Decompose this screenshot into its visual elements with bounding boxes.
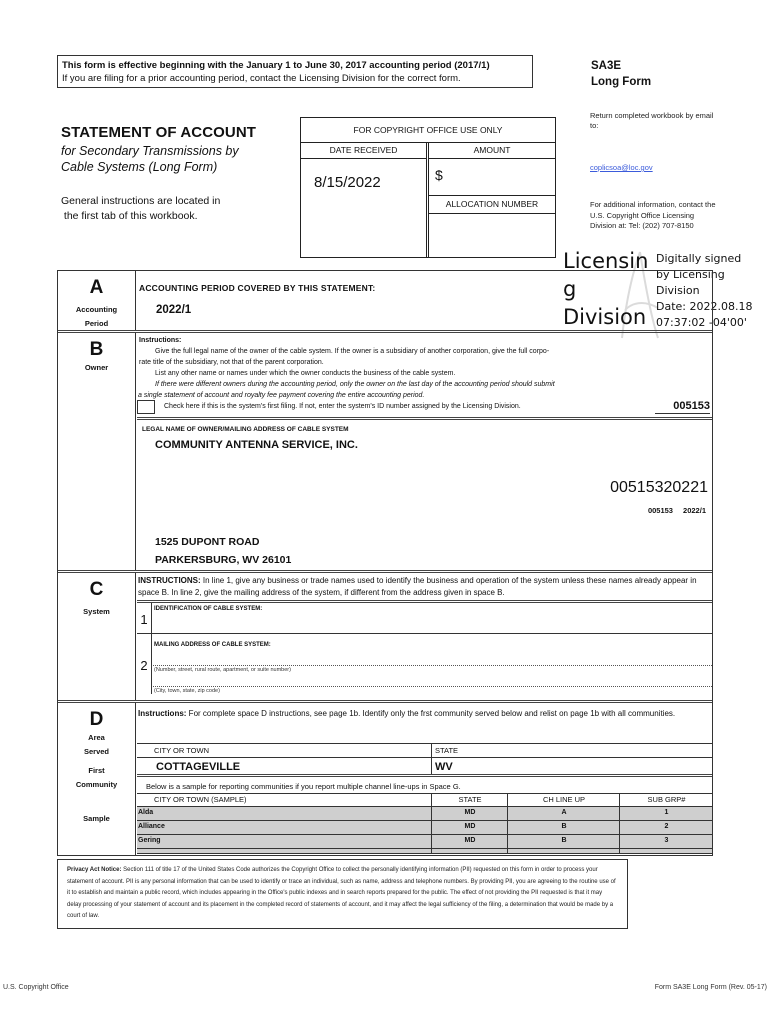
general-instructions-line-2: the first tab of this workbook. <box>61 209 198 222</box>
id-period: 005153 2022/1 <box>647 506 706 515</box>
notice-line-1: This form is effective beginning with the January 1 to June 30, 2017 accounting period (2017/1) <box>62 60 490 71</box>
sample-lineup: B <box>509 835 620 848</box>
sample-row <box>137 834 712 848</box>
notice-line-2: If you are filing for a prior accounting period, contact the Licensing Division for the correct form. <box>62 73 461 84</box>
section-b <box>58 333 712 573</box>
sample-header-row <box>137 794 712 806</box>
instruction-line: If there were different owners during the accounting period, only the owner on the last day of the accounting period should submit <box>155 381 555 388</box>
divider <box>137 417 712 420</box>
mailing-address-label: MAILING ADDRESS OF CABLE SYSTEM: <box>154 642 271 648</box>
sample-note: Below is a sample for reporting communities if you report multiple channel line-ups in Space G. <box>146 782 461 791</box>
form-code: SA3E <box>591 60 622 72</box>
sample-state-header: STATE <box>433 794 508 806</box>
instruction-line: rate title of the subsidiary, not that of the parent corporation. <box>139 359 324 366</box>
statement-form <box>57 270 713 856</box>
amount-field[interactable]: $ <box>429 159 555 196</box>
sample-subgrp: 3 <box>664 837 669 844</box>
section-d-label-column <box>58 703 136 855</box>
city-header: CITY OR TOWN <box>137 744 432 757</box>
section-b-label: Owner <box>84 363 109 372</box>
signature-time: 07:37:02 -04'00' <box>656 316 747 329</box>
line-number-1: 1 <box>137 603 152 633</box>
sample-subgrp: 2 <box>664 823 669 830</box>
barcode-id: 00515320221 <box>610 479 708 496</box>
section-d-label-first: First <box>88 766 105 775</box>
page-subtitle <box>61 143 291 175</box>
sample-state: MD <box>433 807 508 820</box>
privacy-title: Privacy Act Notice: <box>67 867 122 873</box>
identification-label: IDENTIFICATION OF CABLE SYSTEM: <box>154 606 263 612</box>
signature-date: Date: 2022.08.18 <box>656 300 753 313</box>
allocation-number-label: ALLOCATION NUMBER <box>429 196 555 214</box>
sample-state: MD <box>433 835 508 848</box>
section-b-instructions <box>139 335 709 401</box>
general-instructions-note <box>61 194 301 223</box>
city-field[interactable] <box>153 686 712 687</box>
sample-row <box>137 806 712 820</box>
community-value-row <box>137 757 712 777</box>
state-header: STATE <box>435 746 459 755</box>
section-d-instructions <box>138 705 713 723</box>
general-instructions-line-1: General instructions are located in <box>61 195 221 207</box>
date-received-column <box>301 143 429 257</box>
form-id <box>591 58 651 90</box>
section-c-instructions-text: In line 1, give any business or trade names used to identify the business and operation of the system unless these names already appear in space B. In line 2, give the mailing address of the system, if different from the address given in space B. <box>138 576 697 597</box>
return-instructions: Return completed workbook by email to: <box>590 111 714 130</box>
accounting-period-value[interactable]: 2022/1 <box>156 304 192 316</box>
section-a-label-2: Period <box>84 319 109 328</box>
section-b-label-column <box>58 333 136 570</box>
subtitle-line-1: for Secondary Transmissions by <box>61 144 239 158</box>
sample-row-empty <box>137 848 712 854</box>
section-d-label-served: Served <box>83 747 110 756</box>
date-received-value[interactable]: 8/15/2022 <box>314 174 381 191</box>
instruction-line: Give the full legal name of the owner of the cable system. If the owner is a subsidiary of another corporation, give the full corpo- <box>155 348 550 355</box>
first-filing-label: Check here if this is the system's first filing. If not, enter the system's ID number assigned by the Licensing Division. <box>164 403 521 410</box>
section-c-instructions <box>138 575 713 599</box>
street-field[interactable] <box>153 665 712 666</box>
section-d-instructions-text: For complete space D instructions, see page 1b. Identify only the frst community served below and relist on page 1b with all communities. <box>186 709 676 718</box>
instruction-line: a single statement of account and royalty fee payment covering the entire accounting period. <box>138 392 425 399</box>
section-c <box>58 573 712 703</box>
signature-detail-1: Digitally signed <box>656 252 742 265</box>
street-hint: (Number, street, rural route, apartment, or suite number) <box>154 667 291 673</box>
section-d-instructions-title: Instructions: <box>138 709 187 718</box>
section-d-label-community: Community <box>75 780 118 789</box>
signature-name-line-1: Licensin <box>563 249 649 273</box>
section-a <box>58 271 712 333</box>
owner-address-line-1[interactable]: 1525 DUPONT ROAD <box>155 536 260 548</box>
section-b-instructions-title: Instructions: <box>139 337 182 344</box>
section-c-label: System <box>83 607 110 616</box>
additional-info: For additional information, contact the U.S. Copyright Office Licensing Division at: Tel: (202) 707-8150 <box>590 200 716 230</box>
sample-subgrp-header: SUB GRP# <box>647 795 686 804</box>
first-filing-checkbox[interactable] <box>137 400 155 414</box>
signature-name-line-2: g <box>563 277 577 301</box>
section-b-content <box>137 333 712 570</box>
page-title: STATEMENT OF ACCOUNT <box>61 124 257 141</box>
system-id-field[interactable]: 005153 <box>655 400 710 414</box>
section-a-label-1: Accounting <box>75 305 118 314</box>
signature-detail-3: Division <box>656 284 700 297</box>
sample-city: Alliance <box>137 821 432 834</box>
sample-lineup-header: CH LINE UP <box>509 794 620 806</box>
sample-city-header: CITY OR TOWN (SAMPLE) <box>137 794 432 806</box>
signature-detail-2: by Licensing <box>656 268 725 281</box>
instruction-line: List any other name or names under which the owner conducts the business of the cable system. <box>155 370 456 377</box>
sample-note-row <box>137 780 712 794</box>
section-d-content <box>137 703 712 855</box>
section-b-letter: B <box>89 339 104 360</box>
owner-address-line-2[interactable]: PARKERSBURG, WV 26101 <box>155 554 292 566</box>
email-link[interactable]: coplicsoa@loc.gov <box>590 163 653 172</box>
community-header-row <box>137 743 712 757</box>
accounting-period-heading: ACCOUNTING PERIOD COVERED BY THIS STATEMENT: <box>139 283 376 293</box>
section-c-instructions-title: INSTRUCTIONS: <box>138 576 201 585</box>
legal-name-label: LEGAL NAME OF OWNER/MAILING ADDRESS OF CABLE SYSTEM <box>142 426 349 433</box>
sample-lineup: A <box>509 807 620 820</box>
section-d-label-sample: Sample <box>83 814 110 823</box>
sample-city: Alda <box>137 807 432 820</box>
section-c-content <box>137 573 712 700</box>
sample-state: MD <box>433 821 508 834</box>
amount-label: AMOUNT <box>429 143 555 159</box>
city-hint: (City, town, state, zip code) <box>154 688 220 694</box>
section-d-label-area: Area <box>88 733 105 742</box>
section-d-letter: D <box>89 709 104 730</box>
section-c-label-column <box>58 573 136 700</box>
identification-box <box>137 600 712 634</box>
footer-office: U.S. Copyright Office <box>3 984 69 991</box>
effective-period-notice <box>57 55 533 88</box>
copyright-office-use-box <box>300 117 556 258</box>
city-field[interactable]: COTTAGEVILLE <box>137 758 432 774</box>
mailing-address-box <box>137 634 712 694</box>
date-received-label: DATE RECEIVED <box>301 143 426 159</box>
privacy-text: Section 111 of title 17 of the United States Code authorizes the Copyright Office to collect the personally identifying information (PII) requested on this form in order to process your statement of account. PII is any personal information that can be used to identify or trace an individual, such as name, address and telephone numbers. By providing PII, you are agreeing to the routine use of it to establish and maintain a public record, which includes appearing in the Office's public indexes and in search reports prepared for the public. The effect of not providing the PII requested is that it may delay processing of your statement of account and its placement in the completed record of statements of account, and it may affect the legal sufficiency of the filing, a determination that would be made by a court of law. <box>67 867 616 919</box>
footer-form-revision: Form SA3E Long Form (Rev. 05-17) <box>654 984 767 991</box>
sample-row <box>137 820 712 834</box>
section-a-letter: A <box>89 277 104 298</box>
form-name: Long Form <box>591 76 652 88</box>
subtitle-line-2: Cable Systems (Long Form) <box>61 160 218 174</box>
line-number-2: 2 <box>137 634 152 694</box>
allocation-number-field[interactable] <box>429 214 555 254</box>
sample-subgrp: 1 <box>664 809 669 816</box>
section-a-label-column <box>58 271 136 330</box>
privacy-act-notice <box>57 859 628 929</box>
owner-name-field[interactable]: COMMUNITY ANTENNA SERVICE, INC. <box>155 439 358 451</box>
sample-city: Gering <box>137 835 432 848</box>
office-use-header: FOR COPYRIGHT OFFICE USE ONLY <box>301 118 555 143</box>
section-d <box>58 703 712 855</box>
signature-name-line-3: Division <box>563 305 647 329</box>
sample-lineup: B <box>509 821 620 834</box>
section-a-content <box>137 271 712 330</box>
identification-field[interactable] <box>154 617 712 633</box>
amount-column <box>429 143 555 257</box>
section-c-letter: C <box>89 579 104 600</box>
state-field[interactable]: WV <box>435 761 453 773</box>
